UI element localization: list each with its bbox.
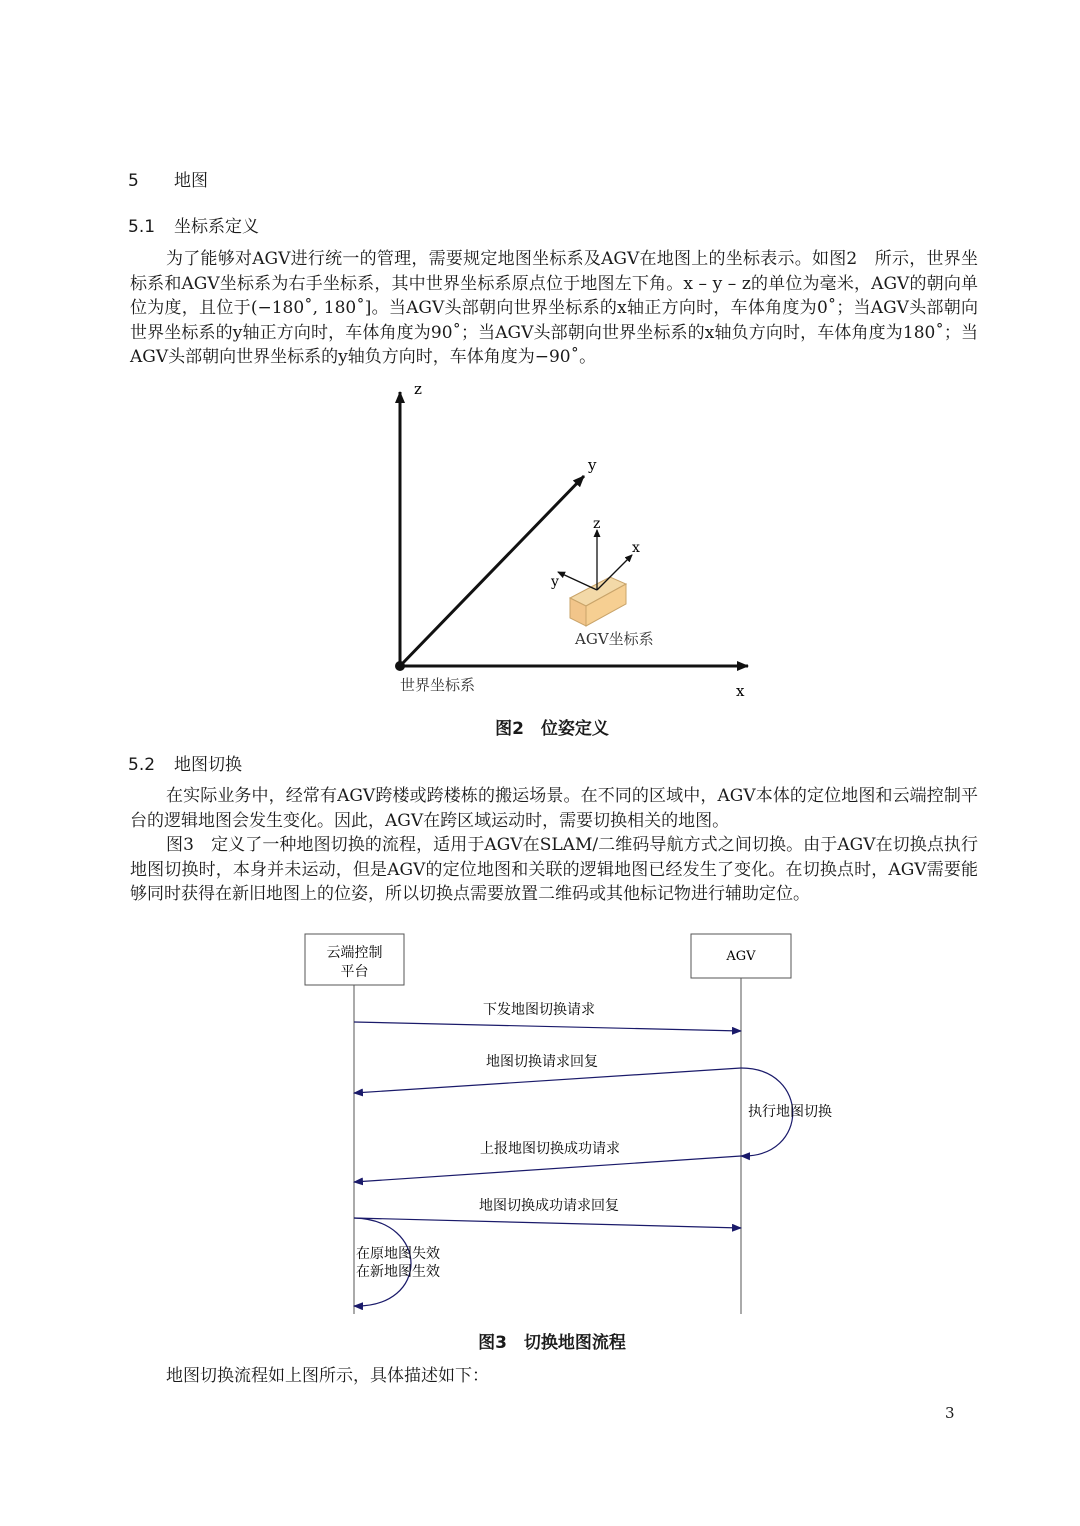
section-number: 5.2 — [128, 755, 156, 775]
message-label: 地图切换请求回复 — [486, 1054, 598, 1070]
section-5-heading — [128, 166, 208, 191]
world-origin — [395, 661, 405, 671]
section-number: 5 — [128, 171, 139, 191]
figure-3-caption: 图3 切换地图流程 — [478, 1333, 626, 1353]
world-frame-caption: 世界坐标系 — [400, 676, 476, 694]
message-label: 上报地图切换成功请求 — [480, 1141, 620, 1157]
section-number: 5.1 — [128, 217, 156, 237]
agv-y-label: y — [551, 574, 559, 590]
agv-label: AGV — [726, 949, 756, 964]
cloud-label-line1: 云端控制 — [326, 945, 383, 961]
world-x-label: x — [736, 682, 745, 700]
message-arrow — [354, 1156, 741, 1182]
section-title: 坐标系定义 — [174, 217, 259, 237]
page-number: 3 — [945, 1404, 955, 1422]
message-arrow — [354, 1068, 741, 1093]
agv-box — [570, 577, 626, 626]
message-label: 下发地图切换请求 — [483, 1002, 595, 1018]
world-y-axis — [400, 476, 584, 666]
figure-3-map-switch-flow — [290, 928, 850, 1320]
agv-frame-caption: AGV坐标系 — [575, 630, 654, 648]
world-z-label: z — [414, 380, 422, 398]
self-call-label-line1: 在原地图失效 — [356, 1246, 440, 1262]
cloud-label-line2: 平台 — [340, 964, 369, 980]
agv-x-label: x — [632, 540, 640, 556]
agv-y-axis — [558, 572, 597, 590]
section-title: 地图切换 — [174, 755, 242, 775]
self-call-label-line2: 在新地图生效 — [356, 1264, 440, 1280]
message-arrow — [354, 1022, 741, 1031]
paragraph-map-switch: 在实际业务中，经常有AGV跨楼或跨楼栋的搬运场景。在不同的区域中，AGV本体的定位地图和云端控制平台的逻辑地图会发生变化。因此，AGV在跨区域运动时，需要切换相关的地图。 图3 定义了一种地图切换的流程，适用于AGV在SLAM/二维码导航方式之间切换。由于AGV在切换点执行地图切换时，本身并未运动，但是AGV的定位地图和关联的逻辑地图已经发生了变化。在切换点时，AGV需要能够同时获得在新旧地图上的位姿，所以切换点需要放置二维码或其他标记物进行辅助定位。 — [130, 786, 978, 904]
paragraph-flow-intro: 地图切换流程如上图所示，具体描述如下： — [166, 1366, 489, 1386]
figure-2-caption: 图2 位姿定义 — [495, 719, 609, 739]
section-5-1-heading — [128, 212, 259, 237]
agv-z-label: z — [593, 516, 601, 532]
self-call-label: 执行地图切换 — [748, 1104, 832, 1120]
message-arrow — [354, 1218, 741, 1228]
self-call-arrow — [354, 1218, 411, 1306]
section-title: 地图 — [174, 171, 208, 191]
world-y-label: y — [588, 456, 597, 474]
section-5-2-heading — [128, 750, 242, 775]
figure-2-pose-definition — [380, 372, 780, 712]
paragraph-coordinate-definition: 为了能够对AGV进行统一的管理，需要规定地图坐标系及AGV在地图上的坐标表示。如图2 所示，世界坐标系和AGV坐标系为右手坐标系，其中世界坐标系原点位于地图左下角。x – y – z的单位为毫米，AGV的朝向单位为度，且位于(−180˚, 180˚]。当AGV头部朝向世界坐标系的x轴正方向时，车体角度为0˚；当AGV头部朝向世界坐标系的y轴正方向时，车体角度为90˚；当AGV头部朝向世界坐标系的x轴负方向时，车体角度为180˚；当AGV头部朝向世界坐标系的y轴负方向时，车体角度为−90˚。 — [130, 249, 978, 367]
message-label: 地图切换成功请求回复 — [479, 1198, 619, 1214]
